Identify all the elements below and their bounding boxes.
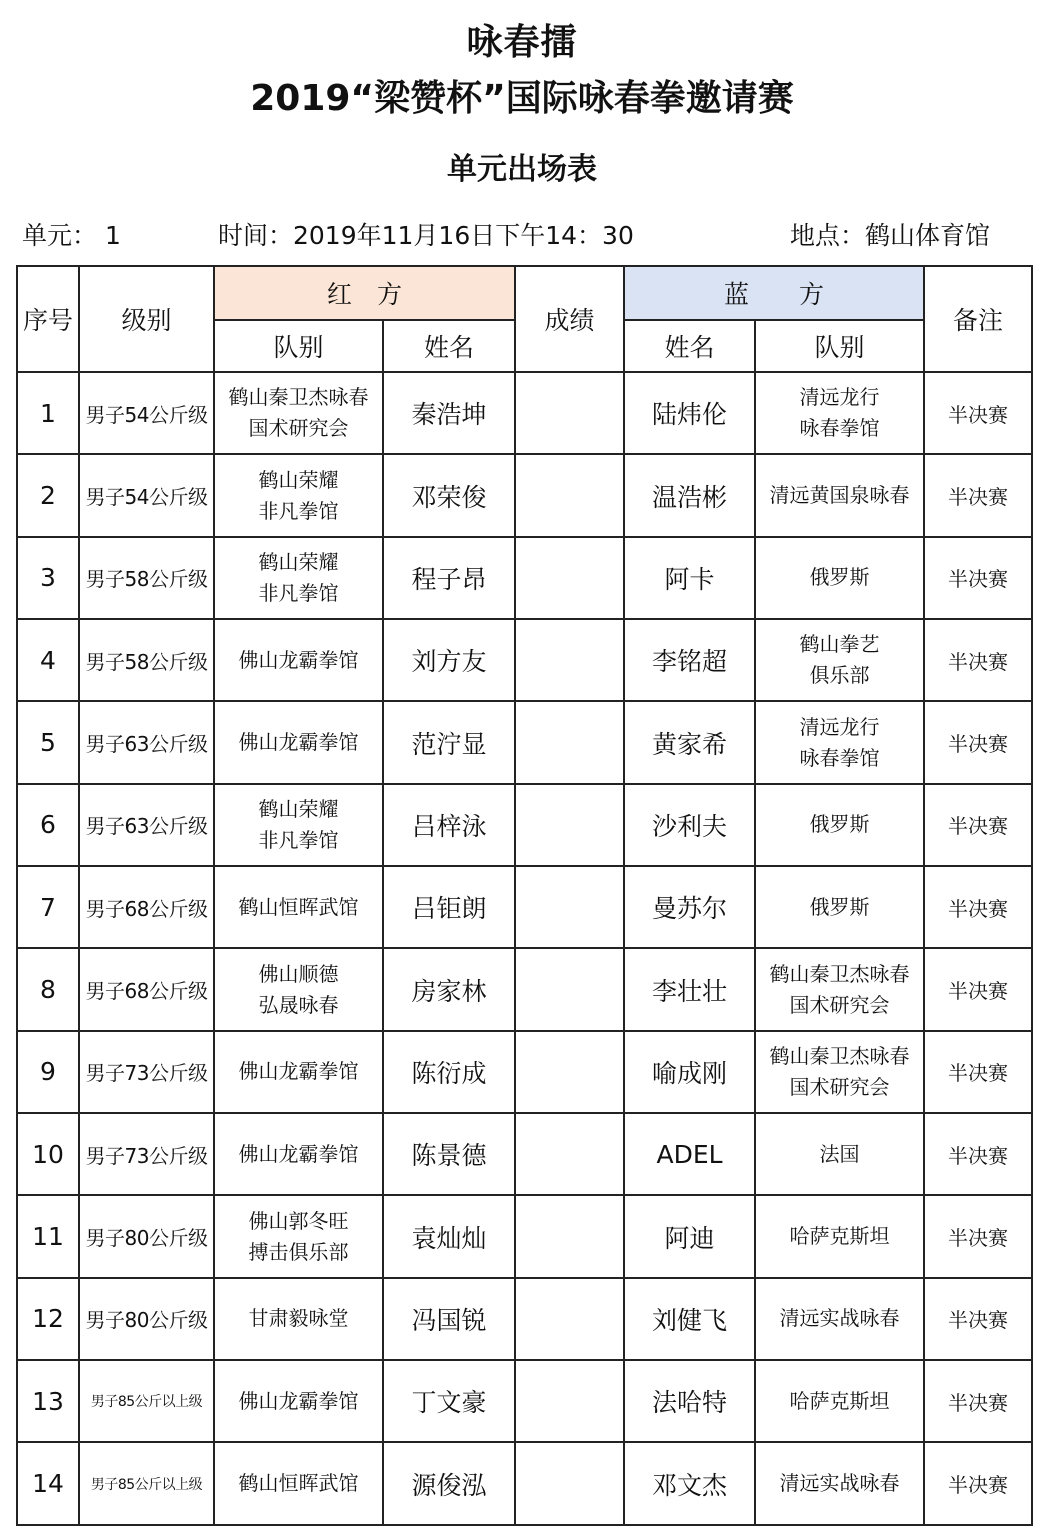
row-seq: 5 (17, 701, 79, 783)
row-note: 半决赛 (924, 1113, 1032, 1195)
table-row (17, 537, 1032, 619)
row-blue-team: 清远龙行 咏春拳馆 (755, 372, 924, 454)
row-class: 男子85公斤以上级 (79, 1442, 214, 1525)
row-blue-name: ADEL (624, 1113, 755, 1195)
row-blue-team: 清远黄国泉咏春 (755, 454, 924, 536)
row-red-name: 秦浩坤 (383, 372, 515, 454)
row-note: 半决赛 (924, 619, 1032, 701)
row-seq: 6 (17, 784, 79, 866)
row-red-name: 刘方友 (383, 619, 515, 701)
row-blue-team: 鹤山秦卫杰咏春 国术研究会 (755, 1031, 924, 1113)
row-blue-name: 法哈特 (624, 1360, 755, 1442)
row-class: 男子58公斤级 (79, 619, 214, 701)
row-result (515, 1442, 624, 1525)
row-blue-name: 李铭超 (624, 619, 755, 701)
table-row (17, 619, 1032, 701)
event-title: 2019“梁赞杯”国际咏春拳邀请赛 (250, 78, 794, 119)
row-red-name: 吕钜朗 (383, 866, 515, 948)
row-class: 男子68公斤级 (79, 866, 214, 948)
row-class: 男子54公斤级 (79, 372, 214, 454)
table-row (17, 1360, 1032, 1442)
col-header-red: 红 方 (214, 266, 515, 320)
table-row (17, 1031, 1032, 1113)
row-result (515, 1031, 624, 1113)
row-note: 半决赛 (924, 1278, 1032, 1360)
table-row (17, 454, 1032, 536)
row-red-team: 佛山龙霸拳馆 (214, 619, 383, 701)
row-class: 男子58公斤级 (79, 537, 214, 619)
row-blue-team: 清远龙行 咏春拳馆 (755, 701, 924, 783)
row-seq: 4 (17, 619, 79, 701)
row-result (515, 948, 624, 1030)
row-note: 半决赛 (924, 948, 1032, 1030)
row-red-team: 鹤山恒晖武馆 (214, 1442, 383, 1525)
table-row (17, 701, 1032, 783)
row-red-name: 吕梓泳 (383, 784, 515, 866)
col-header-blue-team: 队别 (755, 320, 924, 372)
col-header-class: 级别 (79, 266, 214, 372)
row-seq: 9 (17, 1031, 79, 1113)
row-note: 半决赛 (924, 1442, 1032, 1525)
col-header-blue: 蓝 方 (624, 266, 924, 320)
row-class: 男子63公斤级 (79, 784, 214, 866)
row-class: 男子54公斤级 (79, 454, 214, 536)
col-header-note: 备注 (924, 266, 1032, 372)
row-red-team: 佛山龙霸拳馆 (214, 1113, 383, 1195)
table-row (17, 372, 1032, 454)
row-blue-name: 沙利夫 (624, 784, 755, 866)
row-note: 半决赛 (924, 537, 1032, 619)
row-blue-name: 曼苏尔 (624, 866, 755, 948)
row-result (515, 701, 624, 783)
row-seq: 3 (17, 537, 79, 619)
row-result (515, 1278, 624, 1360)
sheet-title: 单元出场表 (447, 152, 597, 187)
row-result (515, 784, 624, 866)
row-seq: 14 (17, 1442, 79, 1525)
row-red-team: 鹤山荣耀 非凡拳馆 (214, 454, 383, 536)
row-note: 半决赛 (924, 372, 1032, 454)
row-note: 半决赛 (924, 1031, 1032, 1113)
col-header-result: 成绩 (515, 266, 624, 372)
unit-info: 单元： 1 (22, 221, 121, 250)
row-red-name: 邓荣俊 (383, 454, 515, 536)
row-result (515, 866, 624, 948)
row-blue-name: 温浩彬 (624, 454, 755, 536)
row-red-team: 佛山龙霸拳馆 (214, 1360, 383, 1442)
row-seq: 2 (17, 454, 79, 536)
row-blue-name: 李壮壮 (624, 948, 755, 1030)
row-blue-team: 俄罗斯 (755, 537, 924, 619)
row-blue-team: 清远实战咏春 (755, 1442, 924, 1525)
row-red-name: 丁文豪 (383, 1360, 515, 1442)
row-red-team: 甘肃毅咏堂 (214, 1278, 383, 1360)
row-seq: 12 (17, 1278, 79, 1360)
row-note: 半决赛 (924, 454, 1032, 536)
row-red-team: 鹤山荣耀 非凡拳馆 (214, 784, 383, 866)
row-blue-name: 阿迪 (624, 1195, 755, 1277)
col-header-blue-name: 姓名 (624, 320, 755, 372)
col-header-seq: 序号 (17, 266, 79, 372)
row-red-team: 佛山龙霸拳馆 (214, 701, 383, 783)
row-blue-name: 陆炜伦 (624, 372, 755, 454)
table-row (17, 1442, 1032, 1525)
row-result (515, 1195, 624, 1277)
row-blue-name: 阿卡 (624, 537, 755, 619)
page-title: 咏春擂 (466, 22, 578, 63)
row-red-name: 冯国锐 (383, 1278, 515, 1360)
row-seq: 11 (17, 1195, 79, 1277)
row-result (515, 619, 624, 701)
row-note: 半决赛 (924, 701, 1032, 783)
row-blue-team: 哈萨克斯坦 (755, 1360, 924, 1442)
row-red-name: 房家林 (383, 948, 515, 1030)
row-note: 半决赛 (924, 1195, 1032, 1277)
row-red-team: 鹤山恒晖武馆 (214, 866, 383, 948)
row-result (515, 1113, 624, 1195)
row-seq: 10 (17, 1113, 79, 1195)
table-body (17, 372, 1032, 1525)
row-blue-team: 鹤山秦卫杰咏春 国术研究会 (755, 948, 924, 1030)
row-red-name: 袁灿灿 (383, 1195, 515, 1277)
row-red-name: 程子昂 (383, 537, 515, 619)
row-blue-name: 邓文杰 (624, 1442, 755, 1525)
row-seq: 13 (17, 1360, 79, 1442)
table-row (17, 1113, 1032, 1195)
row-blue-team: 法国 (755, 1113, 924, 1195)
row-class: 男子63公斤级 (79, 701, 214, 783)
row-seq: 7 (17, 866, 79, 948)
row-blue-team: 鹤山拳艺 俱乐部 (755, 619, 924, 701)
row-red-team: 佛山顺德 弘晟咏春 (214, 948, 383, 1030)
row-class: 男子73公斤级 (79, 1031, 214, 1113)
row-class: 男子80公斤级 (79, 1195, 214, 1277)
row-red-name: 源俊泓 (383, 1442, 515, 1525)
row-note: 半决赛 (924, 784, 1032, 866)
row-class: 男子73公斤级 (79, 1113, 214, 1195)
row-result (515, 537, 624, 619)
row-red-name: 范泞显 (383, 701, 515, 783)
schedule-table (16, 265, 1033, 1526)
row-blue-name: 喻成刚 (624, 1031, 755, 1113)
row-red-team: 鹤山荣耀 非凡拳馆 (214, 537, 383, 619)
col-header-red-name: 姓名 (383, 320, 515, 372)
row-seq: 1 (17, 372, 79, 454)
row-blue-team: 清远实战咏春 (755, 1278, 924, 1360)
table-row (17, 948, 1032, 1030)
row-blue-team: 俄罗斯 (755, 866, 924, 948)
row-blue-name: 刘健飞 (624, 1278, 755, 1360)
row-red-team: 鹤山秦卫杰咏春 国术研究会 (214, 372, 383, 454)
table-row (17, 1278, 1032, 1360)
row-result (515, 454, 624, 536)
row-seq: 8 (17, 948, 79, 1030)
header-row-top (17, 266, 1032, 320)
row-red-name: 陈衍成 (383, 1031, 515, 1113)
row-result (515, 372, 624, 454)
col-header-red-team: 队别 (214, 320, 383, 372)
row-result (515, 1360, 624, 1442)
row-blue-team: 俄罗斯 (755, 784, 924, 866)
row-class: 男子68公斤级 (79, 948, 214, 1030)
place-info: 地点：鹤山体育馆 (790, 221, 991, 250)
table-row (17, 784, 1032, 866)
table-row (17, 866, 1032, 948)
row-note: 半决赛 (924, 1360, 1032, 1442)
row-red-team: 佛山龙霸拳馆 (214, 1031, 383, 1113)
row-blue-name: 黄家希 (624, 701, 755, 783)
row-blue-team: 哈萨克斯坦 (755, 1195, 924, 1277)
row-class: 男子80公斤级 (79, 1278, 214, 1360)
time-info: 时间：2019年11月16日下午14：30 (218, 221, 634, 250)
table-row (17, 1195, 1032, 1277)
row-red-name: 陈景德 (383, 1113, 515, 1195)
row-red-team: 佛山郭冬旺 搏击俱乐部 (214, 1195, 383, 1277)
row-note: 半决赛 (924, 866, 1032, 948)
row-class: 男子85公斤以上级 (79, 1360, 214, 1442)
